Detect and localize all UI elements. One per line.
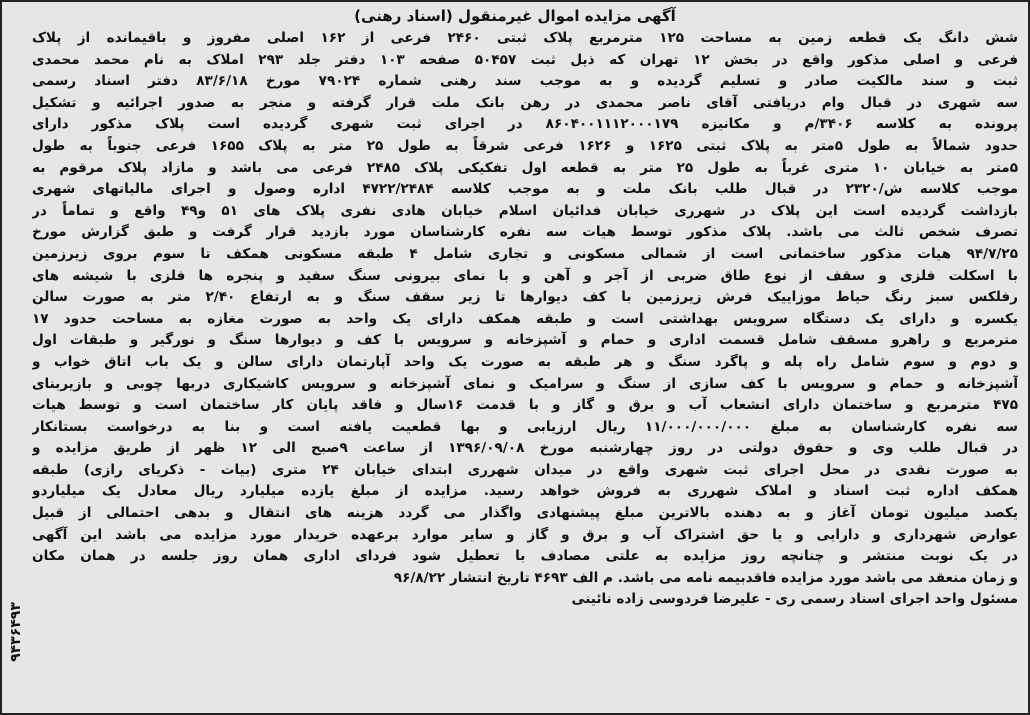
notice-line: آشپزخانه و حمام و سرویس با کف سازی از سنگ و سرامیک و نمای آشپزخانه و سرویس کاشیکاری دربها چوبی و بازیربنای	[32, 375, 1018, 392]
notice-line: حدود شمالاً به طول ۵متر به پلاک ثبتی ۱۶۲۵ و ۱۶۲۶ فرعی شرقاً به طول ۲۵ متر به پلاک ۱۶۵۵ فرعی جنوباً به طول	[32, 137, 1018, 154]
notice-title: آگهی مزایده اموال غیرمنقول (اسناد رهنی)	[354, 7, 676, 25]
notice-line: یکصد میلیون تومان آغاز و به دهنده بالاترین مبلغ پیشنهادی واگذار می گردد هزینه های انتقال و بدهی احتمالی از قبیل	[32, 505, 1018, 522]
notice-line: در یک نوبت منتشر و چنانچه روز مزایده به علتی مصادف با تعطیل شود فردای اداری همان روز جلسه در همان مکان	[32, 548, 1018, 565]
notice-line: و دوم و سوم شامل راه پله و پاگرد سنگ و هر طبقه به صورت یک واحد آپارتمان دارای سالن و یک باب اتاق خواب و	[32, 353, 1018, 370]
notice-line: سه نفره کارشناسان به مبلغ ۱۱/۰۰۰/۰۰۰/۰۰۰ ریال ارزیابی و بها قطعیت یافته است و بنا به درخواست بستانکار	[32, 418, 1018, 435]
notice-line: ۹۴/۷/۲۵ هیات مذکور ساختمانی است از شمالی مسکونی و تجاری شامل ۴ طبقه مسکونی همکف تا سوم بروی زیرزمین	[32, 245, 1018, 262]
notice-line: ثبت و سند مالکیت صادر و تسلیم گردیده و به موجب سند رهنی شماره ۷۹۰۲۴ مورخ ۸۳/۶/۱۸ دفتر اسناد رسمی	[32, 73, 1018, 90]
notice-line: موجب کلاسه ش/۲۳۲۰ در قبال طلب بانک ملت و به موجب کلاسه ۴۷۲۲/۲۴۸۴ اداره وصول و اجرای مالیاتهای شهری	[32, 181, 1018, 198]
notice-line: ۴۷۵ مترمربع و ساختمان دارای انشعاب آب و برق و گاز و با قدمت ۱۶سال و فاقد پایان کار ساختمان است و توسط هیات	[32, 397, 1018, 414]
notice-line: سه شهری در قبال وام دریافتی آقای ناصر محمدی در رهن بانک ملت قرار گرفته و منجر به صدور اجرائیه و تشکیل	[32, 94, 1018, 111]
notice-line: پرونده به کلاسه ۳۴۰۶/م و مکانیزه ۸۶۰۴۰۰۱۱۱۲۰۰۰۱۷۹ در اجرای ثبت شهری گردیده است پلاک مذکور دارای	[32, 116, 1018, 133]
notice-signature: مسئول واحد اجرای اسناد رسمی ری - علیرضا فردوسی زاده نائینی	[571, 591, 1018, 608]
notice-line: با اسکلت فلزی و سقف از نوع طاق ضربی از آجر و آهن و با نمای بیرونی سنگ سفید و پنجره ها فلزی با شیشه های	[32, 267, 1018, 284]
notice-line: تصرف شخص ثالث می باشد. پلاک مذکور توسط هیات سه نفره کارشناسان مورد بازدید قرار گرفت و طبق گزارش مورخ	[32, 224, 1018, 241]
notice-line: همکف اداره ثبت اسناد و املاک شهرری به فروش خواهد رسید. مزایده از مبلغ یازده میلیارد ریال معادل یک میلیاردو	[32, 483, 1018, 500]
notice-line: عوارض شهرداری و دارایی و یا حق اشتراک آب و برق و گاز و سایر موارد برعهده خریدار مورد مزایده می باشد این آگهی	[32, 526, 1018, 543]
side-code-text: ۹۴۳۶۴۹۳	[8, 602, 24, 662]
notice-body	[32, 28, 1018, 611]
notice-line: در قبال طلب وی و حقوق دولتی در روز چهارشنبه مورخ ۱۳۹۶/۰۹/۰۸ از ساعت ۹صبح الی ۱۲ ظهر از طریق مزایده و	[32, 440, 1018, 457]
notice-line: رفلکس سبز رنگ حیاط موزاییک فرش زیرزمین با کف دیوارها تا زیر سقف سنگ و به ارتفاع ۲/۴۰ متر به صورت سالن	[32, 289, 1018, 306]
notice-line: و زمان منعقد می باشد مورد مزایده فاقدبیمه نامه می باشد. م الف ۴۶۹۳ تاریخ انتشار ۹۶/۸/۲۲	[393, 569, 1018, 586]
notice-line: بازداشت گردیده است این پلاک در شهرری خیابان فدائیان اسلام خیابان هادی نفری پلاک های ۵۱ و۴۹ واقع و تماماً در	[32, 202, 1018, 219]
notice-line: مترمربع و راهرو مسقف شامل قسمت اداری و حمام و آشپزخانه و سرویس با کف و دیوارها سنگ و نورگیر و طبقات اول	[32, 332, 1018, 349]
notice-line: فرعی و اصلی مذکور واقع در بخش ۱۲ تهران که ذیل ثبت ۵۰۴۵۷ صفحه ۱۰۳ دفتر جلد ۲۹۳ املاک به نام محمد محمدی	[32, 51, 1018, 68]
notice-line: یکسره و دارای یک دستگاه سرویس بهداشتی است و طبقه همکف دارای یک واحد به صورت مغازه به مساحت حدود ۱۷	[32, 310, 1018, 327]
notice-line: شش دانگ یک قطعه زمین به مساحت ۱۲۵ مترمربع پلاک ثبتی ۲۴۶۰ فرعی از ۱۶۲ اصلی مفروز و باقیمانده از پلاک	[32, 30, 1018, 46]
notice-line: ۵متر به خیابان ۱۰ متری غرباً به طول ۲۵ متر به قطعه اول تفکیکی پلاک ۲۴۸۵ فرعی می باشد و مازاد پلاک مرقوم به	[32, 159, 1018, 176]
notice-line: به صورت نقدی در محل اجرای ثبت شهری واقع در میدان شهرری ابتدای خیابان ۲۴ متری (بیات - ذکریای رازی) طبقه	[32, 461, 1018, 478]
side-code	[5, 562, 27, 702]
